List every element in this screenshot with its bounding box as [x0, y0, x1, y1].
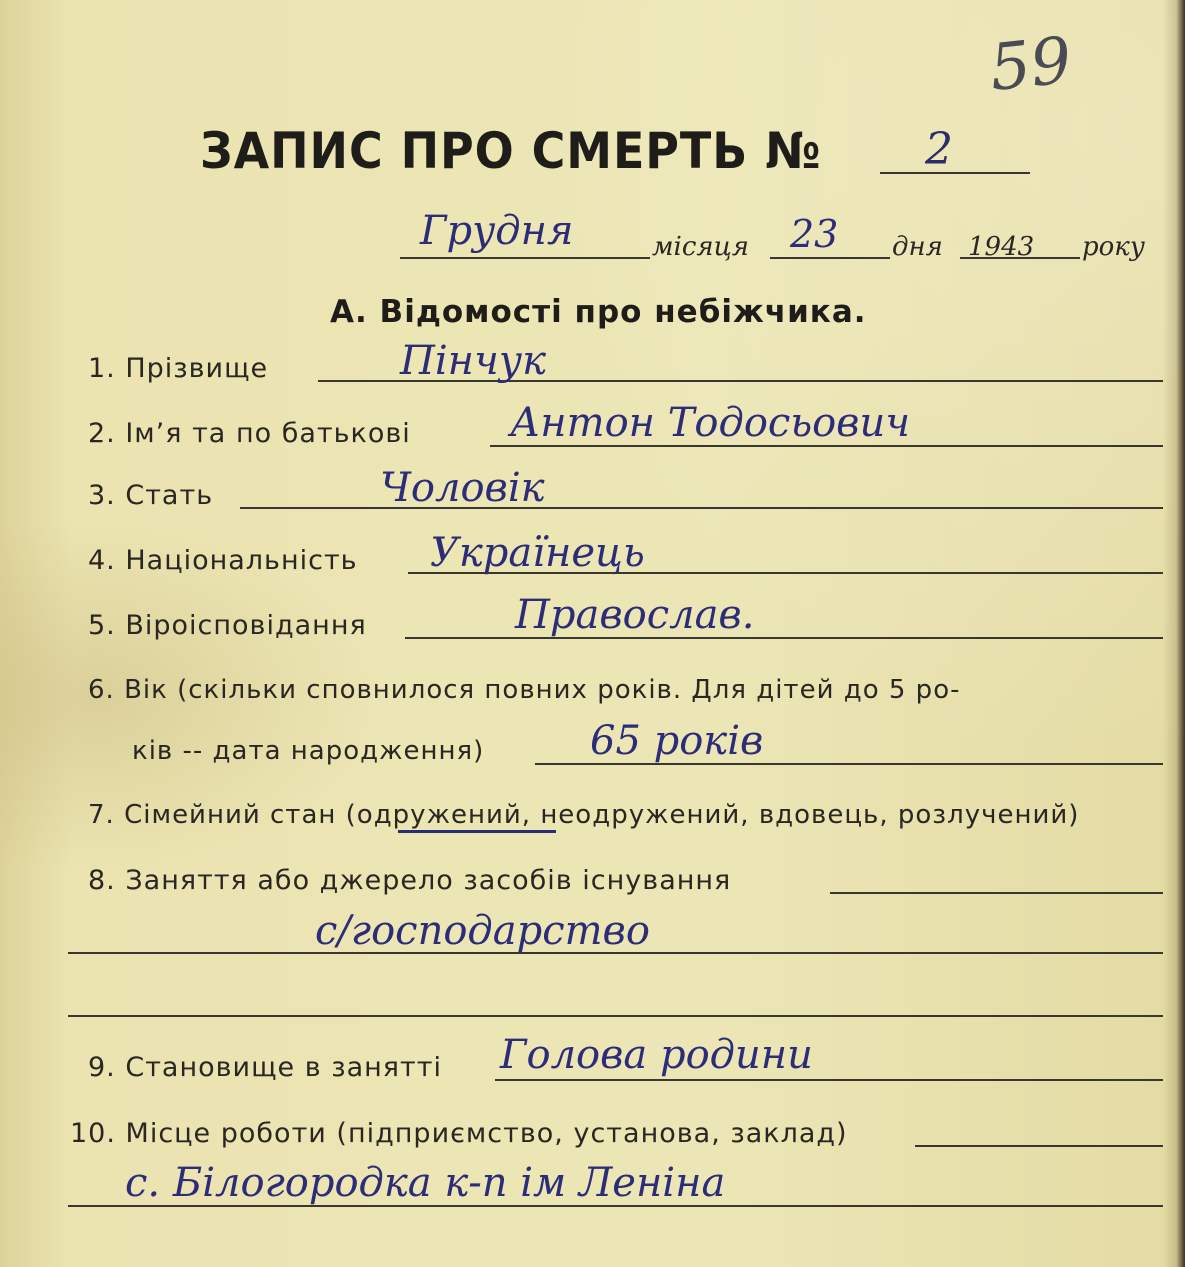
field-marital-status-underline — [398, 830, 556, 833]
date-month-line — [400, 257, 650, 259]
field-nationality-value: Українець — [430, 530, 645, 576]
field-position-value: Голова родини — [500, 1032, 813, 1078]
field-occupation-line — [830, 892, 1163, 894]
date-year-value: 1943 — [968, 232, 1035, 262]
section-a-title: А. Відомості про небіжчика. — [330, 294, 867, 330]
field-surname-label: 1. Прізвище — [88, 353, 269, 384]
record-number-line — [880, 172, 1030, 174]
scan-edge — [1163, 0, 1185, 1267]
field-sex-line — [240, 507, 1163, 509]
field-age-value: 65 років — [590, 718, 764, 764]
field-sex-label: 3. Стать — [88, 480, 214, 511]
field-name-value: Антон Тодосьович — [510, 400, 911, 446]
field-religion-value: Православ. — [515, 592, 755, 638]
date-month-value: Грудня — [420, 208, 574, 254]
date-year-label: року — [1082, 232, 1145, 262]
field-religion-label: 5. Віроісповідання — [88, 610, 367, 641]
date-day-label: дня — [892, 232, 943, 262]
field-workplace-label: 10. Місце роботи (підприємство, установа, заклад) — [70, 1118, 848, 1149]
date-year-line — [960, 257, 1080, 259]
field-age-label: 6. Вік (скільки сповнилося повних років. Для дітей до 5 ро- — [88, 675, 961, 705]
field-age-label-continued: ків -- дата народження) — [132, 736, 485, 766]
field-workplace-line — [915, 1145, 1163, 1147]
field-surname-value: Пінчук — [400, 338, 546, 384]
date-day-line — [770, 257, 890, 259]
field-name-label: 2. Ім’я та по батькові — [88, 418, 411, 449]
field-occupation-label: 8. Заняття або джерело засобів існування — [88, 865, 732, 896]
date-day-value: 23 — [790, 212, 839, 256]
record-number: 2 — [925, 124, 953, 175]
field-marital-status-label: 7. Сімейний стан (одружений, неодружений, вдовець, розлучений) — [88, 800, 1080, 830]
field-workplace-value: с. Білогородка к-п ім Леніна — [125, 1160, 726, 1206]
field-position-label: 9. Становище в занятті — [88, 1052, 442, 1083]
document-title: ЗАПИС ПРО СМЕРТЬ № — [200, 122, 822, 180]
field-position-line — [495, 1079, 1163, 1081]
date-month-label: місяця — [652, 232, 750, 262]
field-occupation-line-3 — [68, 1015, 1163, 1017]
field-sex-value: Чоловік — [380, 465, 545, 511]
page-number: 59 — [986, 23, 1076, 107]
field-nationality-label: 4. Національність — [88, 545, 358, 576]
field-occupation-value: с/господарство — [315, 908, 650, 954]
